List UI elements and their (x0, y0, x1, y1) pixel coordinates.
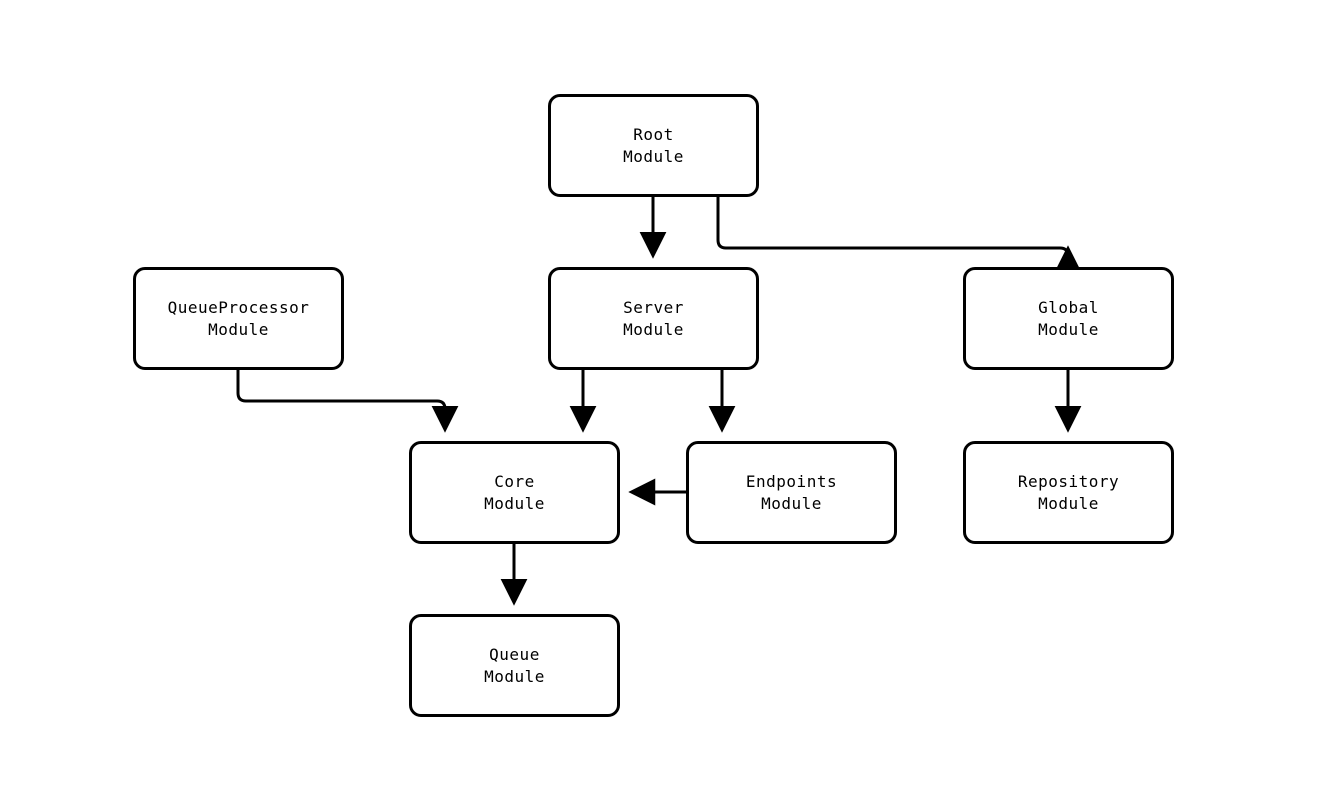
node-label-line1: QueueProcessor (167, 297, 310, 317)
node-label-line1: Queue (489, 644, 540, 664)
node-label-line2: Module (761, 493, 822, 513)
node-server-module[interactable] (548, 267, 759, 370)
node-endpoints-module[interactable] (686, 441, 897, 544)
node-label-line1: Core (494, 471, 535, 491)
node-label-line2: Module (208, 319, 269, 339)
node-label-line2: Module (1038, 319, 1099, 339)
node-repository-module[interactable] (963, 441, 1174, 544)
node-core-module[interactable] (409, 441, 620, 544)
node-label-line2: Module (484, 666, 545, 686)
node-queueprocessor-module[interactable] (133, 267, 344, 370)
edge-queueprocessor-to-core (238, 370, 445, 426)
edge-root-to-global (718, 197, 1068, 256)
node-label-line2: Module (623, 319, 684, 339)
node-label-line1: Global (1038, 297, 1099, 317)
node-label-line1: Root (633, 124, 674, 144)
node-root-module[interactable] (548, 94, 759, 197)
node-label-line1: Server (623, 297, 684, 317)
node-queue-module[interactable] (409, 614, 620, 717)
node-label-line2: Module (1038, 493, 1099, 513)
node-label-line2: Module (623, 146, 684, 166)
node-label-line2: Module (484, 493, 545, 513)
node-label-line1: Endpoints (745, 471, 838, 491)
node-global-module[interactable] (963, 267, 1174, 370)
node-label-line1: Repository (1017, 471, 1120, 491)
